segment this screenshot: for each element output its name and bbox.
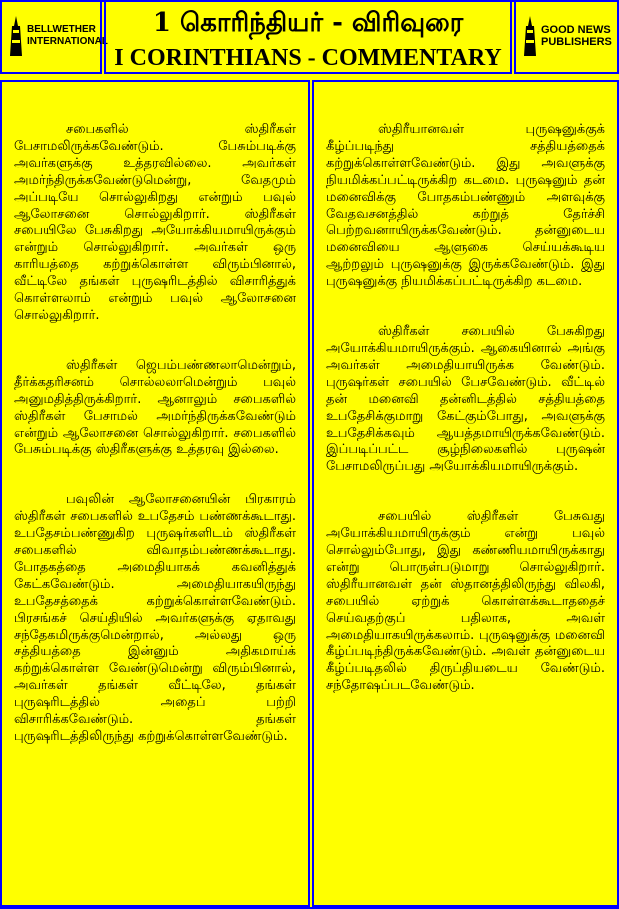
bellwether-logo-box xyxy=(0,0,108,74)
paragraph xyxy=(326,509,605,695)
title-tamil: 1 கொரிந்தியர் - விரிவுரை xyxy=(152,8,464,38)
title-box xyxy=(104,0,512,74)
left-logo-line2: INTERNATIONAL xyxy=(27,36,108,47)
right-logo-line2: PUBLISHERS xyxy=(541,36,612,48)
title-english: I CORINTHIANS - COMMENTARY xyxy=(114,45,502,71)
paragraph xyxy=(14,492,296,746)
right-logo-line1: GOOD NEWS xyxy=(541,24,611,36)
tower-icon xyxy=(8,16,24,56)
paragraph-text: ஸ்திரீகள் சபையில் பேசுகிறது அயோக்கியமாயிருக்கும். ஆகையினால் அங்கு அவர்கள் அமைதியாயிருக்க வேண்டும். புருஷர்கள் சபையில் பேசவேண்டும். வீட்டில் தன் மனைவி தன்னிடத்தில் சத்தியத்தை உபதேசிக்குமாறு கேட்கும்போது, அவளுக்கு உபதேசிக்கவும் ஆயத்தமாயிருக்கவேண்டும். இப்படிப்பட்ட சூழ்நிலைகளில் புருஷன் பேசாமலிருப்பது அயோக்கியமாயிருக்கும். xyxy=(326,324,605,475)
left-logo-line1: BELLWETHER xyxy=(27,24,96,35)
paragraph xyxy=(326,324,605,476)
paragraph-text: ஸ்திரீகள் ஜெபம்பண்ணலாமென்றும், தீர்க்கதரிசனம் சொல்லலாமென்றும் பவுல் அனுமதித்திருக்கிறார். ஆனாலும் சபைகளில் ஸ்திரீகள் பேசாமல் அமர்ந்திருக்கவேண்டும் என்றும் ஆலோசனை சொல்லுகிறார். சபைகளில் பேசும்படிக்கு ஸ்திரீகளுக்கு உத்தரவு இல்லை. xyxy=(14,357,296,458)
left-column xyxy=(0,80,310,907)
right-column xyxy=(312,80,619,907)
paragraph-text: பவுலின் ஆலோசனையின் பிரகாரம் ஸ்திரீகள் சபைகளில் உபதேசம் பண்ணக்கூடாது. உபதேசம்பண்ணுகிற புருஷர்களிடம் ஸ்திரீகள் சபைகளில் விவாதம்பண்ணக்கூடாது. போதகத்தை அமைதியாகக் கவனித்துக் கேட்கவேண்டும். அமைதியாகயிருந்து உபதேசத்தைக் கற்றுக்கொள்ளவேண்டும். பிரசங்கச் செய்தியில் அவர்களுக்கு ஏதாவது சந்தேகமிருக்குமென்றால், அல்லது ஒரு சத்தியத்தை இன்னும் அதிகமாய்க் கற்றுக்கொள்ள வேண்டுமென்று விரும்பினால், அவர்கள் தங்கள் வீட்டிலே, தங்கள் புருஷரிடத்தில் அதைப் பற்றி விசாரிக்கவேண்டும். தங்கள் புருஷரிடத்திலிருந்து கற்றுக்கொள்ளவேண்டும். xyxy=(14,492,296,744)
tower-icon xyxy=(522,16,538,56)
paragraph-text: ஸ்திரீயானவள் புருஷனுக்குக் கீழ்ப்படிந்து சத்தியத்தைக் கற்றுக்கொள்ளவேண்டும். இது அவளுக்கு நியமிக்கப்பட்டிருக்கிற கடமை. புருஷனும் தன் மனைவிக்கு போதகம்பண்ணும் அளவுக்கு வேதவசனத்தில் கற்றுத் தேர்ச்சி பெற்றவனாயிருக்கவேண்டும். தன்னுடைய மனைவியை ஆளுகை செய்யக்கூடிய ஆற்றலும் புருஷனுக்கு இருக்கவேண்டும். இது புருஷனுக்கு நியமிக்கப்பட்டிருக்கிற கடமை. xyxy=(326,122,605,290)
paragraph xyxy=(326,122,605,291)
goodnews-logo-box xyxy=(514,0,619,74)
bellwether-logo xyxy=(8,16,108,56)
paragraph-text: சபைகளில் ஸ்திரீகள் பேசாமலிருக்கவேண்டும். பேசும்படிக்கு அவர்களுக்கு உத்தரவில்லை. அவர்கள் அமர்ந்திருக்கவேண்டுமென்று, வேதமும் அப்படியே சொல்லுகிறது என்றும் பவுல் ஆலோசனை சொல்லுகிறார். ஸ்திரீகள் சபையிலே பேசுகிறது அயோக்கியமாயிருக்கும் என்றும் சொல்லுகிறார். அவர்கள் ஒரு காரியத்தை கற்றுக்கொள்ள விரும்பினால், வீட்டிலே தங்கள் புருஷரிடத்தில் விசாரித்துக் கொள்ளலாம் என்றும் பவுல் ஆலோசனை சொல்லுகிறார். xyxy=(14,122,296,323)
paragraph-text: சபையில் ஸ்திரீகள் பேசுவது அயோக்கியமாயிருக்கும் என்று பவுல் சொல்லும்போது, இது கண்ணியமாயிருக்காது என்று பொருள்படுமாறு சொல்லுகிறார். ஸ்திரீயானவள் தன் ஸ்தானத்திலிருந்து விலகி, சபையில் ஏற்றுக் கொள்ளக்கூடாததைச் செய்வதற்குப் பதிலாக, அவள் அமைதியாகயிருக்கலாம். புருஷனுக்கு மனைவி கீழ்ப்படிந்திருக்கவேண்டும். அவள் தன்னுடைய கீழ்ப்படிதலில் திருப்தியடைய வேண்டும். சந்தோஷப்படவேண்டும். xyxy=(326,509,605,694)
paragraph xyxy=(14,122,296,325)
paragraph xyxy=(14,358,296,459)
goodnews-logo xyxy=(522,16,612,56)
